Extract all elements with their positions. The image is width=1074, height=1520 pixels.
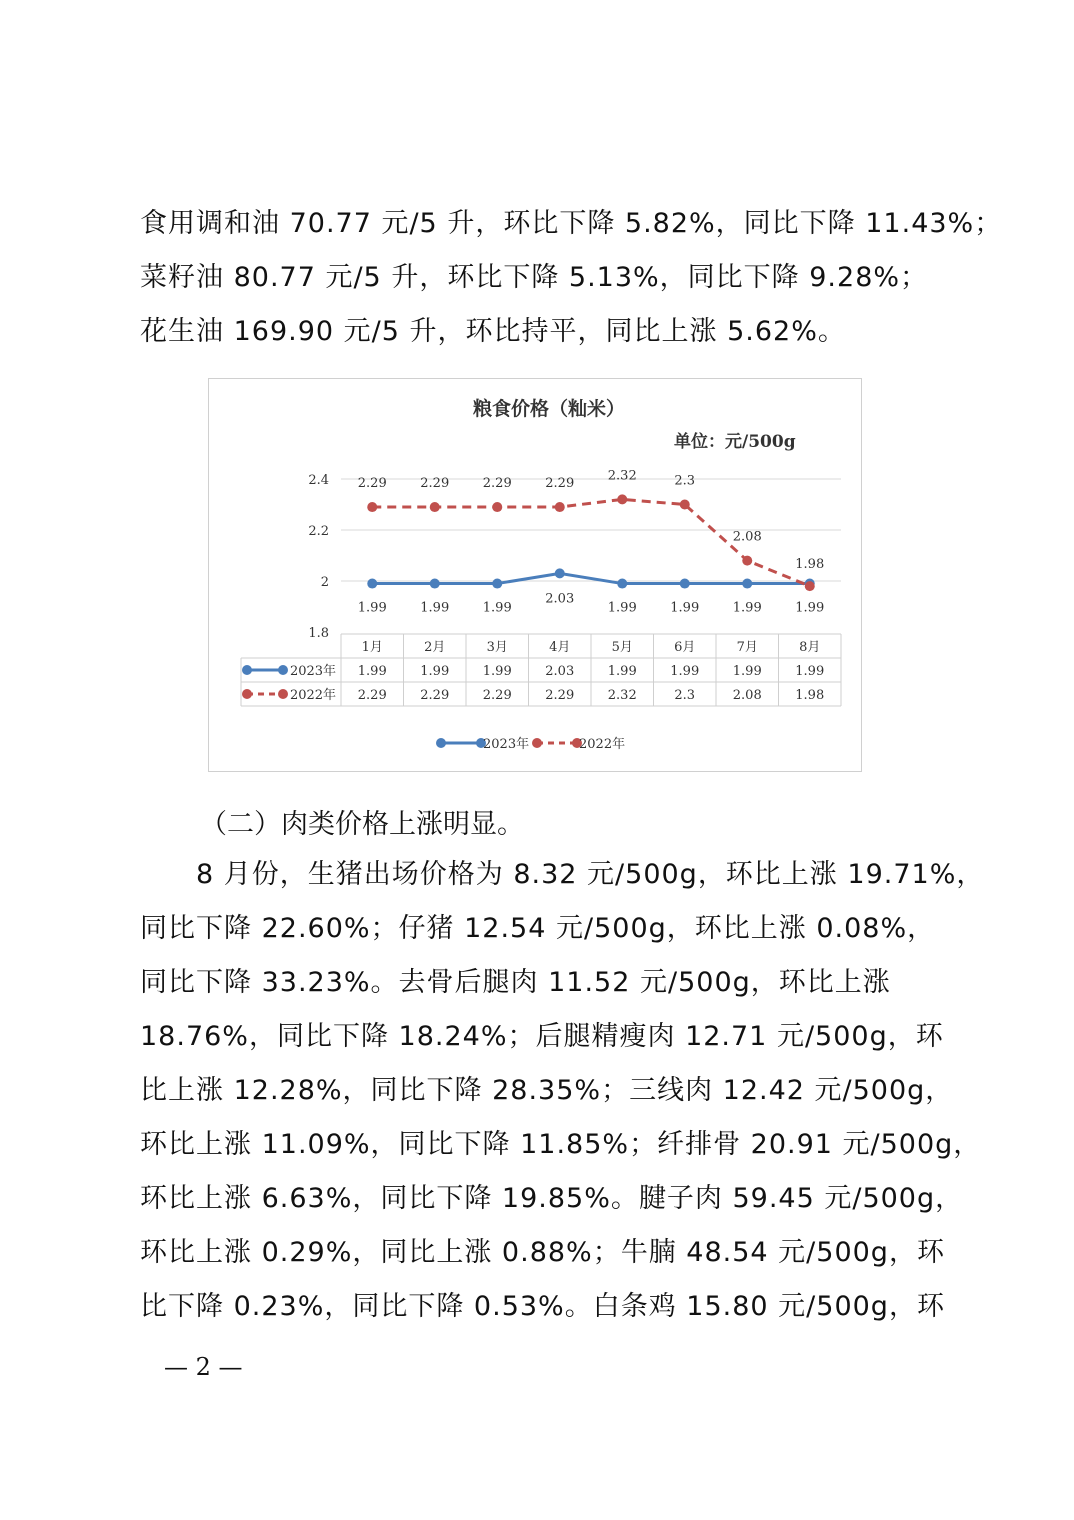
- data-label: 2.29: [357, 476, 387, 492]
- data-label: 2.3: [674, 473, 696, 489]
- table-legend-marker: [242, 665, 252, 675]
- table-cell-value: 2.29: [545, 688, 575, 703]
- legend-marker: [436, 738, 446, 748]
- data-label: 1.99: [482, 600, 512, 616]
- legend-label: 2023年: [483, 737, 530, 752]
- body-text-line: 环比上涨 6.63%，同比下降 19.85%。腱子肉 59.45 元/500g，: [140, 1183, 964, 1214]
- body-text-line: 8 月份，生猪出场价格为 8.32 元/500g，环比上涨 19.71%，: [196, 859, 985, 890]
- table-legend-marker: [278, 689, 288, 699]
- body-text-line: 菜籽油 80.77 元/5 升，环比下降 5.13%，同比下降 9.28%；: [140, 262, 929, 293]
- data-label: 2.29: [420, 476, 450, 492]
- y-tick-label: 2: [320, 575, 329, 590]
- section-heading: （二）肉类价格上涨明显。: [200, 809, 524, 840]
- body-text-line: 同比下降 33.23%。去骨后腿肉 11.52 元/500g，环比上涨: [140, 967, 891, 998]
- table-cell-value: 2.3: [674, 688, 696, 703]
- table-cell-value: 1.98: [795, 688, 825, 703]
- x-tick-label: 6月: [674, 640, 696, 655]
- data-point: [742, 556, 752, 566]
- data-point: [367, 579, 377, 589]
- body-text-line: 环比上涨 11.09%，同比下降 11.85%；纤排骨 20.91 元/500g，: [140, 1129, 982, 1160]
- data-label: 2.08: [732, 529, 762, 545]
- table-cell-value: 2.08: [732, 688, 762, 703]
- data-label: 2.29: [482, 476, 512, 492]
- data-label: 1.98: [795, 557, 825, 573]
- table-cell-value: 2.32: [607, 688, 637, 703]
- data-point: [680, 579, 690, 589]
- data-label: 1.99: [732, 600, 762, 616]
- table-cell-value: 1.99: [357, 664, 387, 679]
- table-cell-value: 2.29: [482, 688, 512, 703]
- chart-canvas: [209, 379, 861, 771]
- data-point: [555, 502, 565, 512]
- data-point: [555, 568, 565, 578]
- data-label: 1.99: [670, 600, 700, 616]
- data-point: [680, 500, 690, 510]
- table-cell-value: 1.99: [607, 664, 637, 679]
- chart-title: 粮食价格（籼米）: [472, 398, 626, 420]
- page-number: — 2 —: [164, 1353, 243, 1381]
- data-label: 2.29: [545, 476, 575, 492]
- data-point: [617, 494, 627, 504]
- table-cell-value: 2.03: [545, 664, 575, 679]
- table-cell-value: 1.99: [670, 664, 700, 679]
- table-cell-value: 1.99: [420, 664, 450, 679]
- x-tick-label: 1月: [361, 640, 383, 655]
- rice-price-chart: [208, 378, 862, 772]
- x-tick-label: 8月: [799, 640, 821, 655]
- data-point: [430, 579, 440, 589]
- data-label: 2.03: [545, 591, 575, 607]
- data-point: [430, 502, 440, 512]
- table-cell-value: 2.29: [420, 688, 450, 703]
- table-series-name: 2023年: [289, 664, 337, 679]
- chart-unit-label: 单位：元/500g: [674, 432, 796, 452]
- data-point: [617, 579, 627, 589]
- legend-label: 2022年: [579, 737, 626, 752]
- table-cell-value: 1.99: [795, 664, 825, 679]
- data-label: 1.99: [420, 600, 450, 616]
- table-cell-value: 1.99: [732, 664, 762, 679]
- data-label: 1.99: [795, 600, 825, 616]
- data-point: [492, 579, 502, 589]
- table-cell-value: 2.29: [357, 688, 387, 703]
- data-label: 2.32: [607, 468, 637, 484]
- table-cell-value: 1.99: [482, 664, 512, 679]
- x-tick-label: 7月: [736, 640, 758, 655]
- x-tick-label: 4月: [549, 640, 571, 655]
- body-text-line: 环比上涨 0.29%，同比上涨 0.88%；牛腩 48.54 元/500g，环: [140, 1237, 945, 1268]
- body-text-line: 18.76%，同比下降 18.24%；后腿精瘦肉 12.71 元/500g，环: [140, 1021, 944, 1052]
- data-point: [492, 502, 502, 512]
- y-tick-label: 1.8: [308, 626, 329, 641]
- body-text-line: 比上涨 12.28%，同比下降 28.35%；三线肉 12.42 元/500g，: [140, 1075, 954, 1106]
- x-tick-label: 2月: [424, 640, 446, 655]
- data-label: 1.99: [607, 600, 637, 616]
- data-label: 1.99: [357, 600, 387, 616]
- table-series-name: 2022年: [289, 688, 337, 703]
- body-text-line: 花生油 169.90 元/5 升，环比持平，同比上涨 5.62%。: [140, 316, 846, 347]
- data-point: [742, 579, 752, 589]
- table-legend-marker: [278, 665, 288, 675]
- x-tick-label: 5月: [611, 640, 633, 655]
- body-text-line: 食用调和油 70.77 元/5 升，环比下降 5.82%，同比下降 11.43%；: [140, 208, 1003, 239]
- data-point: [367, 502, 377, 512]
- legend-marker: [532, 738, 542, 748]
- body-text-line: 同比下降 22.60%；仔猪 12.54 元/500g，环比上涨 0.08%，: [140, 913, 936, 944]
- x-tick-label: 3月: [486, 640, 508, 655]
- y-tick-label: 2.4: [308, 473, 329, 488]
- y-tick-label: 2.2: [308, 524, 329, 539]
- data-point: [805, 581, 815, 591]
- table-legend-marker: [242, 689, 252, 699]
- body-text-line: 比下降 0.23%，同比下降 0.53%。白条鸡 15.80 元/500g，环: [140, 1291, 945, 1322]
